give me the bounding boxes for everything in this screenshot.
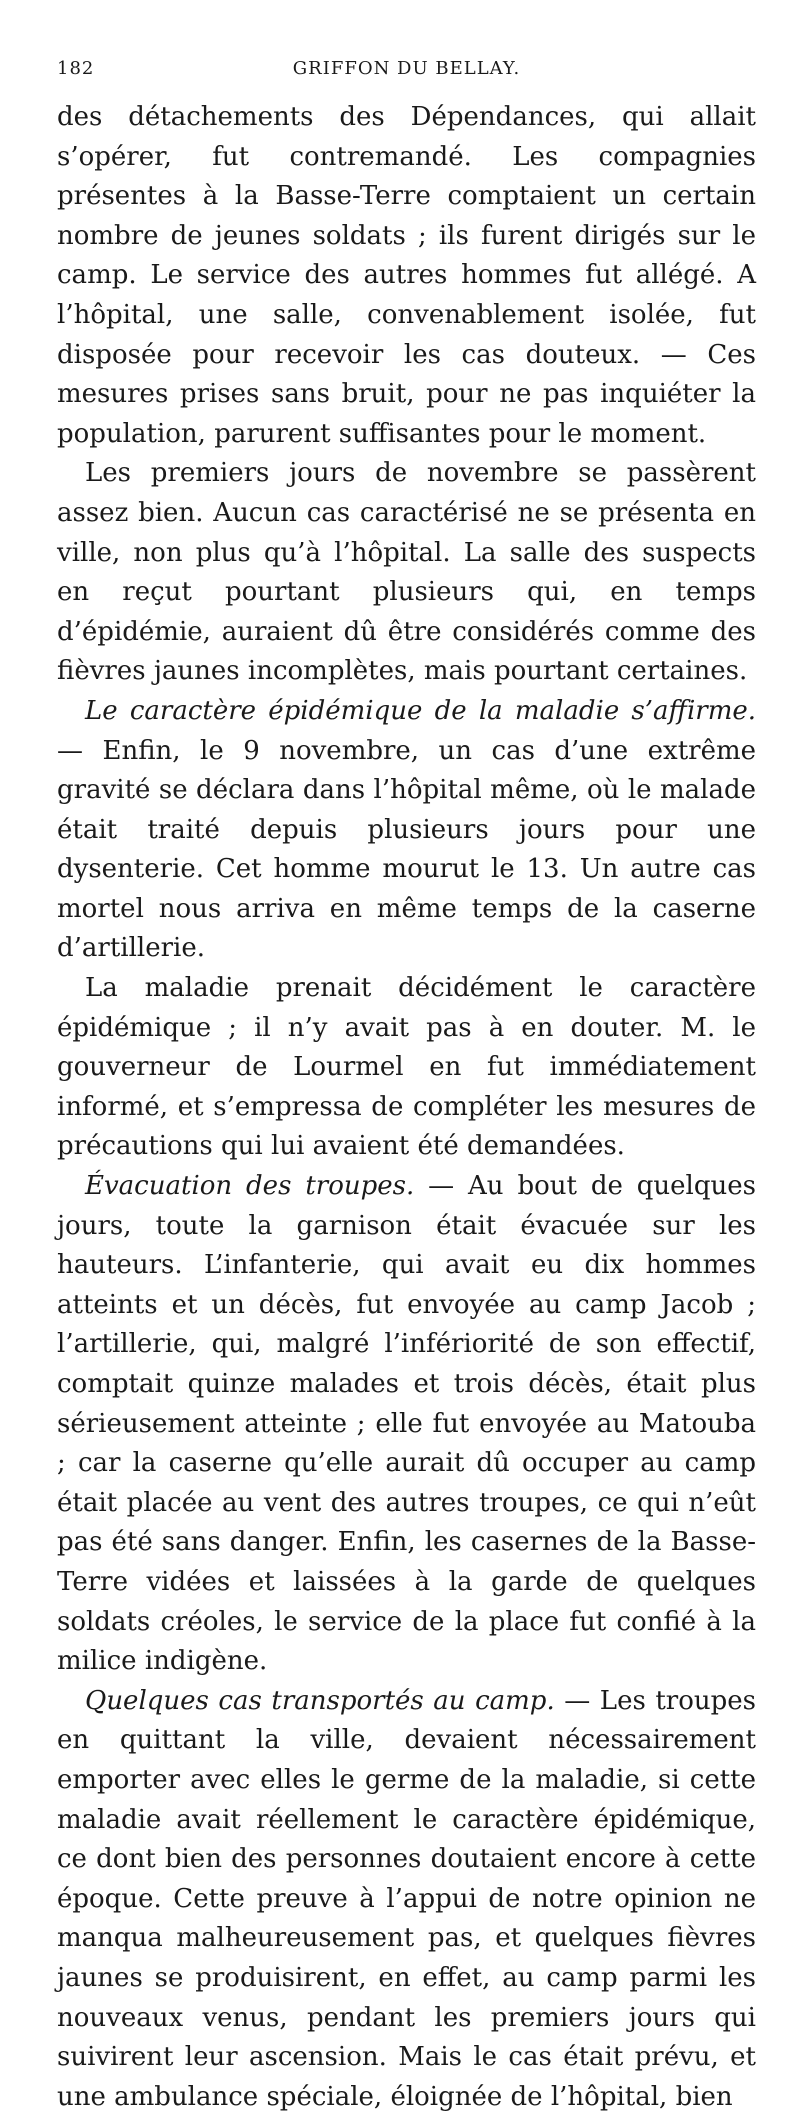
paragraph xyxy=(57,454,756,692)
paragraph xyxy=(57,1167,756,1682)
paragraph xyxy=(57,98,756,454)
body-text xyxy=(57,98,756,2117)
paragraph-text: Les premiers jours de novembre se passèrent assez bien. Aucun cas caractérisé ne se présenta en ville, non plus qu’à l’hôpital. La salle des suspects en reçut pourtant plusieurs qui, en temps d’épidémie, auraient dû être considérés comme des fièvres jaunes incomplètes, mais pourtant certaines. xyxy=(57,458,756,687)
page-number: 182 xyxy=(57,58,95,79)
paragraph xyxy=(57,692,756,969)
paragraph-lead-heading: Quelques cas transportés au camp. xyxy=(85,1685,555,1716)
paragraph-text: — Enfin, le 9 novembre, un cas d’une extrême gravité se déclara dans l’hôpital même, où le malade était traité depuis plusieurs jours pour une dysenterie. Cet homme mourut le 13. Un autre cas mortel nous arriva en même temps de la caserne d’artillerie. xyxy=(57,735,756,964)
paragraph-text: des détachements des Dépendances, qui allait s’opérer, fut contremandé. Les compagnies présentes à la Basse-Terre comptaient un certain nombre de jeunes soldats ; ils furent dirigés sur le camp. Le service des autres hommes fut allégé. A l’hôpital, une salle, convenablement isolée, fut disposée pour recevoir les cas douteux. — Ces mesures prises sans bruit, pour ne pas inquiéter la population, parurent suffisantes pour le moment. xyxy=(57,102,756,449)
paragraph-text: — Les troupes en quittant la ville, devaient nécessairement emporter avec elles le germe de la maladie, si cette maladie avait réellement le caractère épidémique, ce dont bien des personnes doutaient encore à cette époque. Cette preuve à l’appui de notre opinion ne manqua malheureusement pas, et quelques fièvres jaunes se produisirent, en effet, au camp parmi les nouveaux venus, pendant les premiers jours qui suivirent leur ascension. Mais le cas était prévu, et une ambulance spéciale, éloignée de l’hôpital, bien xyxy=(57,1685,756,2112)
paragraph-text: La maladie prenait décidément le caractère épidémique ; il n’y avait pas à en douter. M. le gouverneur de Lourmel en fut immédiatement informé, et s’empressa de compléter les mesures de précautions qui lui avaient été demandées. xyxy=(57,973,756,1162)
paragraph xyxy=(57,1682,756,2117)
running-title: GRIFFON DU BELLAY. xyxy=(292,58,521,79)
paragraph-text: — Au bout de quelques jours, toute la garnison était évacuée sur les hauteurs. L’infanterie, qui avait eu dix hommes atteints et un décès, fut envoyée au camp Jacob ; l’artillerie, qui, malgré l’infériorité de son effectif, comptait quinze malades et trois décès, était plus sérieusement atteinte ; elle fut envoyée au Matouba ; car la caserne qu’elle aurait dû occuper au camp était placée au vent des autres troupes, ce qui n’eût pas été sans danger. Enfin, les casernes de la Basse-Terre vidées et laissées à la garde de quelques soldats créoles, le service de la place fut confié à la milice indigène. xyxy=(57,1171,756,1677)
running-head xyxy=(57,58,756,98)
paragraph-lead-heading: Évacuation des troupes. xyxy=(85,1171,415,1202)
paragraph xyxy=(57,969,756,1167)
paragraph-lead-heading: Le caractère épidémique de la maladie s’affirme. xyxy=(85,695,756,726)
